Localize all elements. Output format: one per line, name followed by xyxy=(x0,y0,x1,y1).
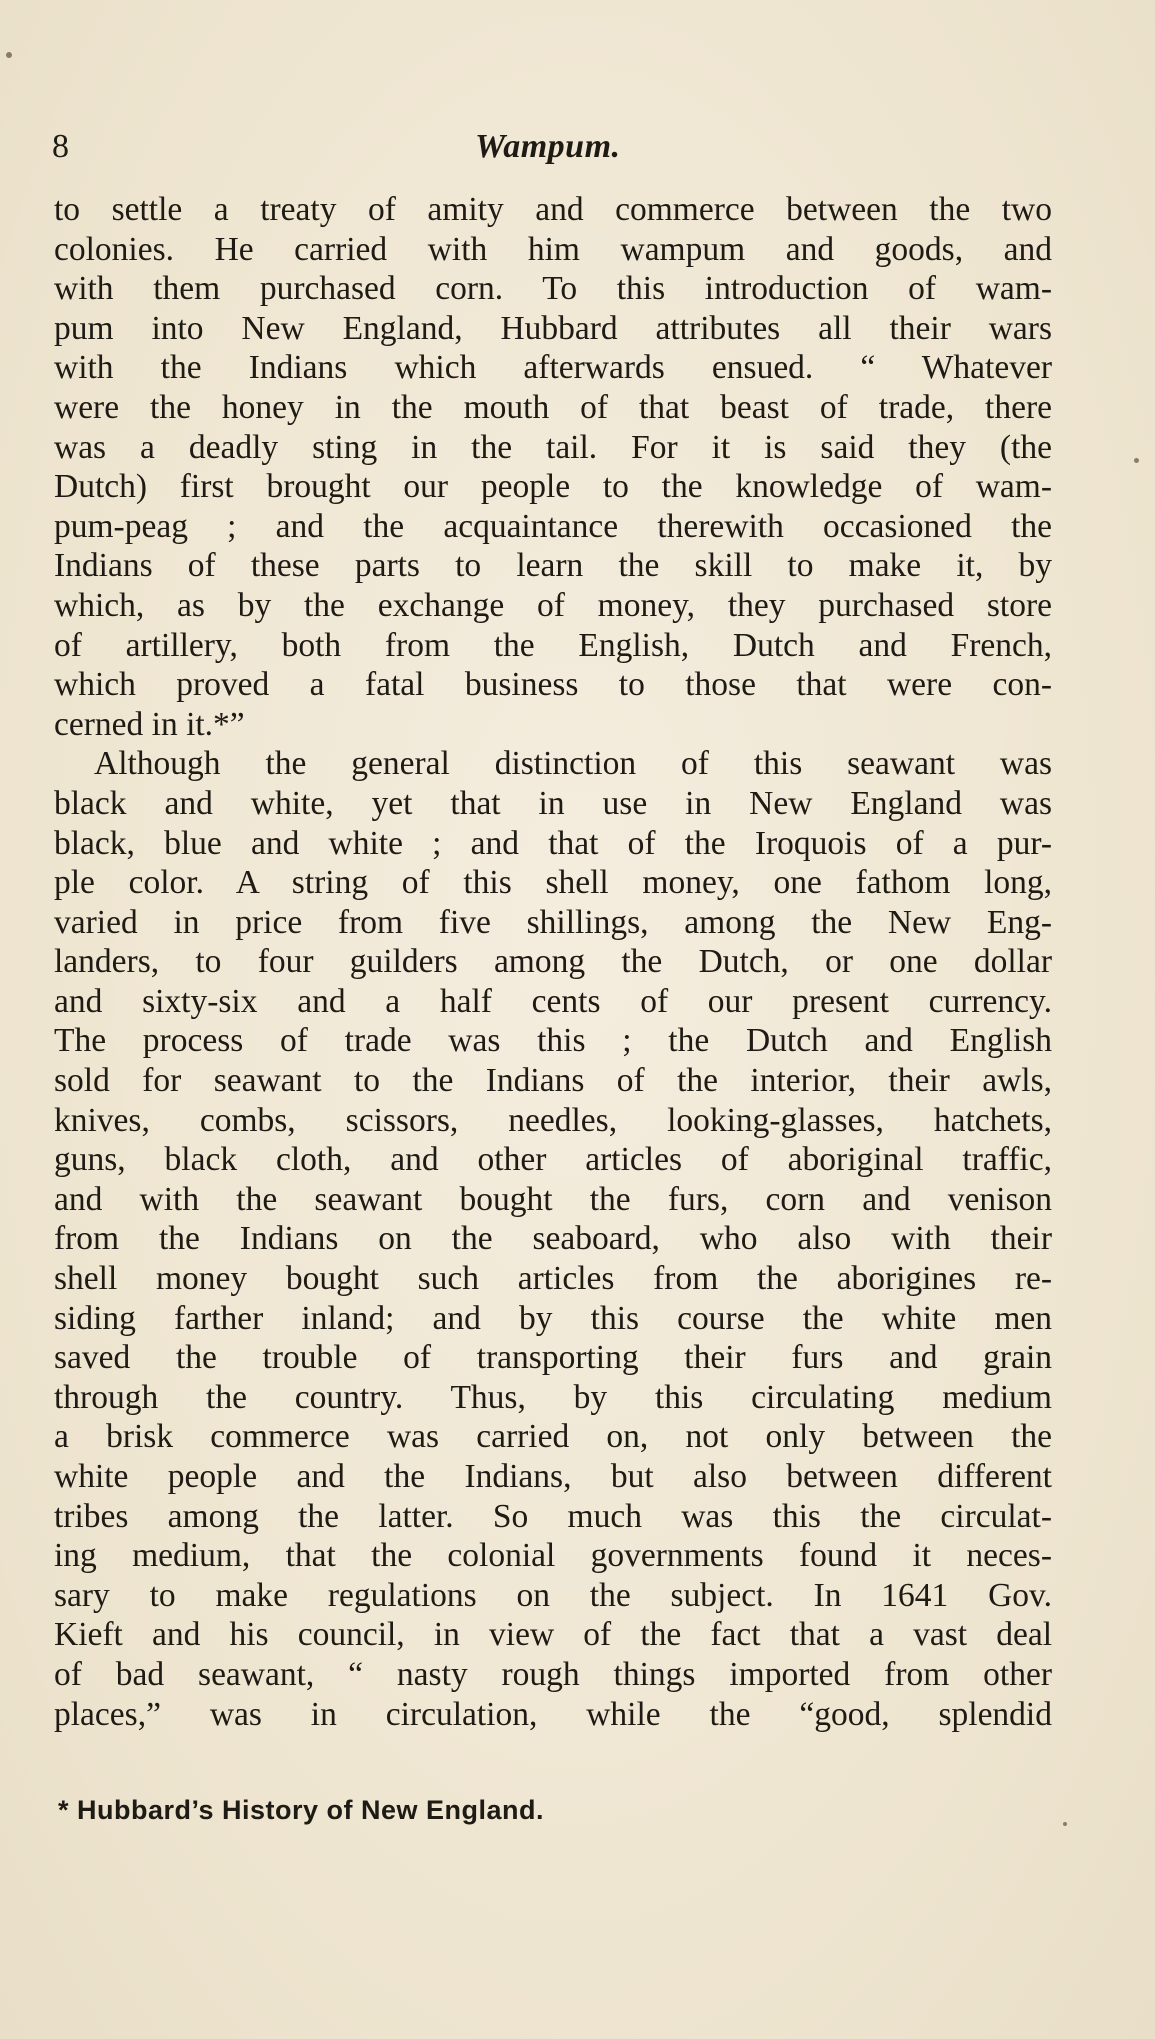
text-line: pum into New England, Hubbard attributes all their wars xyxy=(54,309,1052,347)
text-line: Indians of these parts to learn the skill to make it, by xyxy=(54,547,1052,585)
text-line: black and white, yet that in use in New England was xyxy=(54,784,1052,822)
text-line: ple color. A string of this shell money, one fathom long, xyxy=(54,864,1052,902)
text-line: which, as by the exchange of money, they purchased store xyxy=(54,586,1052,624)
text-line: ing medium, that the colonial governments found it neces- xyxy=(54,1537,1052,1575)
text-line: colonies. He carried with him wampum and goods, and xyxy=(54,230,1052,268)
text-line: and with the seawant bought the furs, corn and venison xyxy=(54,1180,1052,1218)
text-line: guns, black cloth, and other articles of aboriginal traffic, xyxy=(54,1141,1052,1179)
text-line: saved the trouble of transporting their furs and grain xyxy=(54,1339,1052,1377)
text-line: through the country. Thus, by this circulating medium xyxy=(54,1378,1052,1416)
paper-speck xyxy=(1063,1822,1067,1826)
text-line: black, blue and white ; and that of the Iroquois of a pur- xyxy=(54,824,1052,862)
text-line: sold for seawant to the Indians of the interior, their awls, xyxy=(54,1062,1052,1100)
text-line: of bad seawant, “ nasty rough things imported from other xyxy=(54,1655,1052,1693)
text-line: varied in price from five shillings, among the New Eng- xyxy=(54,903,1052,941)
text-line: places,” was in circulation, while the “good, splendid xyxy=(54,1695,1052,1733)
paragraph-end-line: cerned in it.*” xyxy=(54,705,245,743)
text-line: a brisk commerce was carried on, not only between the xyxy=(54,1418,1052,1456)
text-line: white people and the Indians, but also between different xyxy=(54,1458,1052,1495)
body-text xyxy=(54,190,1052,1734)
text-line: from the Indians on the seaboard, who also with their xyxy=(54,1220,1052,1258)
footnote: * Hubbard’s History of New England. xyxy=(58,1795,545,1825)
text-line: and sixty-six and a half cents of our present currency. xyxy=(54,982,1052,1020)
text-line: landers, to four guilders among the Dutch, or one dollar xyxy=(54,943,1052,981)
paper-speck xyxy=(1134,458,1139,463)
text-line: sary to make regulations on the subject. In 1641 Gov. xyxy=(54,1576,1052,1614)
text-line: Kieft and his council, in view of the fact that a vast deal xyxy=(54,1616,1052,1654)
text-line: tribes among the latter. So much was this the circulat- xyxy=(54,1497,1052,1535)
text-line: Dutch) first brought our people to the knowledge of wam- xyxy=(54,468,1052,506)
text-line: were the honey in the mouth of that beast of trade, there xyxy=(54,388,1052,426)
running-title: Wampum. xyxy=(475,128,621,165)
paragraph-start-line: Although the general distinction of this seawant was xyxy=(94,745,1052,783)
running-head xyxy=(52,128,1052,172)
text-line: siding farther inland; and by this course the white men xyxy=(54,1299,1052,1337)
text-line: which proved a fatal business to those that were con- xyxy=(54,666,1052,704)
text-line: to settle a treaty of amity and commerce between the two xyxy=(54,191,1052,228)
text-line: with them purchased corn. To this introduction of wam- xyxy=(54,270,1052,308)
text-line: was a deadly sting in the tail. For it is said they (the xyxy=(54,428,1052,466)
text-line: of artillery, both from the English, Dutch and French, xyxy=(54,626,1052,664)
text-line: with the Indians which afterwards ensued. “ Whatever xyxy=(54,349,1052,387)
page-number: 8 xyxy=(52,128,69,165)
text-line: pum-peag ; and the acquaintance therewith occasioned the xyxy=(54,507,1052,545)
paper-speck xyxy=(6,52,12,58)
text-line: knives, combs, scissors, needles, looking-glasses, hatchets, xyxy=(54,1101,1052,1139)
text-line: shell money bought such articles from the aborigines re- xyxy=(54,1260,1052,1298)
text-line: The process of trade was this ; the Dutch and English xyxy=(54,1022,1052,1060)
